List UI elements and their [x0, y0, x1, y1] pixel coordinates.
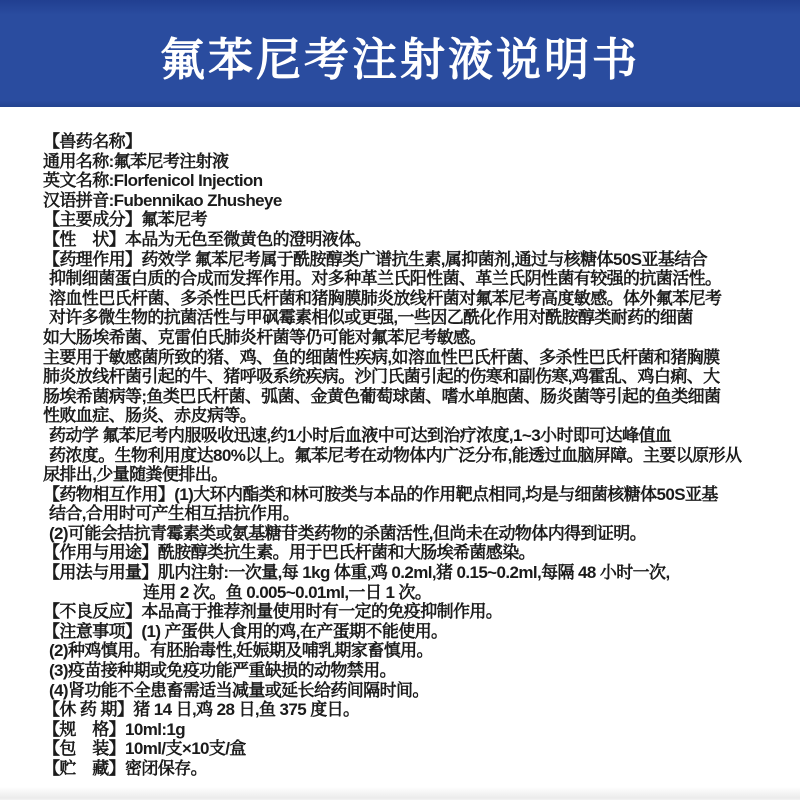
text-line: 连用 2 次。鱼 0.005~0.01ml,一日 1 次。 [143, 582, 432, 602]
text-line: 【性 状】本品为无色至微黄色的澄明液体。 [43, 229, 371, 249]
text-line: (2)种鸡慎用。有胚胎毒性,妊娠期及哺乳期家畜慎用。 [49, 641, 433, 661]
text-line: 汉语拼音:Fubennikao Zhusheye [43, 190, 282, 210]
document-body [0, 107, 800, 779]
text-line: 【贮 藏】密闭保存。 [43, 759, 207, 778]
text-line: 通用名称:氟苯尼考注射液 [43, 151, 229, 171]
text-line: 肺炎放线杆菌引起的牛、猪呼吸系统疾病。沙门氏菌引起的伤寒和副伤寒,鸡霍乱、鸡白痢、大 [43, 367, 720, 387]
text-line: 【不良反应】本品高于推荐剂量使用时有一定的免疫抑制作用。 [43, 602, 503, 622]
text-line: 【药物相互作用】(1)大环内酯类和林可胺类与本品的作用靶点相同,均是与细菌核糖体50S亚基 [43, 484, 718, 504]
text-line: 【规 格】10ml:1g [43, 719, 186, 739]
header-banner [0, 0, 800, 107]
text-line: 药动学 氟苯尼考内服吸收迅速,约1小时后血液中可达到治疗浓度,1~3小时即可达峰值血 [49, 425, 672, 445]
text-line: 【作用与用途】酰胺醇类抗生素。用于巴氏杆菌和大肠埃希菌感染。 [43, 543, 535, 563]
text-line: 【用法与用量】肌内注射:一次量,每 1kg 体重,鸡 0.2ml,猪 0.15~0.2ml,每隔 48 小时一次, [43, 563, 670, 583]
text-line: 抑制细菌蛋白质的合成而发挥作用。对多种革兰氏阳性菌、革兰氏阴性菌有较强的抗菌活性。 [49, 269, 722, 289]
text-line: 性败血症、肠炎、赤皮病等。 [43, 406, 257, 426]
text-line: 【药理作用】药效学 氟苯尼考属于酰胺醇类广谱抗生素,属抑菌剂,通过与核糖体50S亚基结合 [43, 249, 708, 269]
text-line: 对许多微生物的抗菌活性与甲砜霉素相似或更强,一些因乙酰化作用对酰胺醇类耐药的细菌 [49, 308, 693, 328]
text-line: 肠埃希菌病等;鱼类巴氏杆菌、弧菌、金黄色葡萄球菌、嗜水单胞菌、肠炎菌等引起的鱼类细菌 [43, 386, 721, 406]
text-line: (4)肾功能不全患畜需适当减量或延长给药间隔时间。 [49, 680, 429, 700]
page-title: 氟苯尼考注射液说明书 [159, 34, 640, 85]
text-line: (3)疫苗接种期或免疫功能严重缺损的动物禁用。 [49, 661, 396, 681]
text-line: 尿排出,少量随粪便排出。 [43, 465, 228, 485]
text-line: 【包 装】10ml/支×10支/盒 [43, 739, 246, 759]
text-line: 主要用于敏感菌所致的猪、鸡、鱼的细菌性疾病,如溶血性巴氏杆菌、多杀性巴氏杆菌和猪胸膜 [43, 347, 720, 367]
text-line: 英文名称:Florfenicol Injection [43, 171, 263, 191]
text-line: 【主要成分】氟苯尼考 [43, 210, 207, 230]
text-line: 【注意事项】(1) 产蛋供人食用的鸡,在产蛋期不能使用。 [43, 621, 448, 641]
text-line: (2)可能会拮抗青霉素类或氨基糖苷类药物的杀菌活性,但尚未在动物体内得到证明。 [49, 523, 647, 543]
text-line: 药浓度。生物利用度达80%以上。氟苯尼考在动物体内广泛分布,能透过血脑屏障。主要以原形从 [49, 445, 742, 465]
text-line: 如大肠埃希菌、克雷伯氏肺炎杆菌等仍可能对氟苯尼考敏感。 [43, 327, 486, 347]
bottom-shade [0, 787, 800, 800]
text-line: 结合,合用时可产生相互拮抗作用。 [49, 504, 300, 524]
text-line: 溶血性巴氏杆菌、多杀性巴氏杆菌和猪胸膜肺炎放线杆菌对氟苯尼考高度敏感。体外氟苯尼考 [49, 288, 722, 308]
text-line: 【兽药名称】 [43, 132, 142, 151]
text-line: 【休 药 期】猪 14 日,鸡 28 日,鱼 375 度日。 [43, 700, 360, 720]
